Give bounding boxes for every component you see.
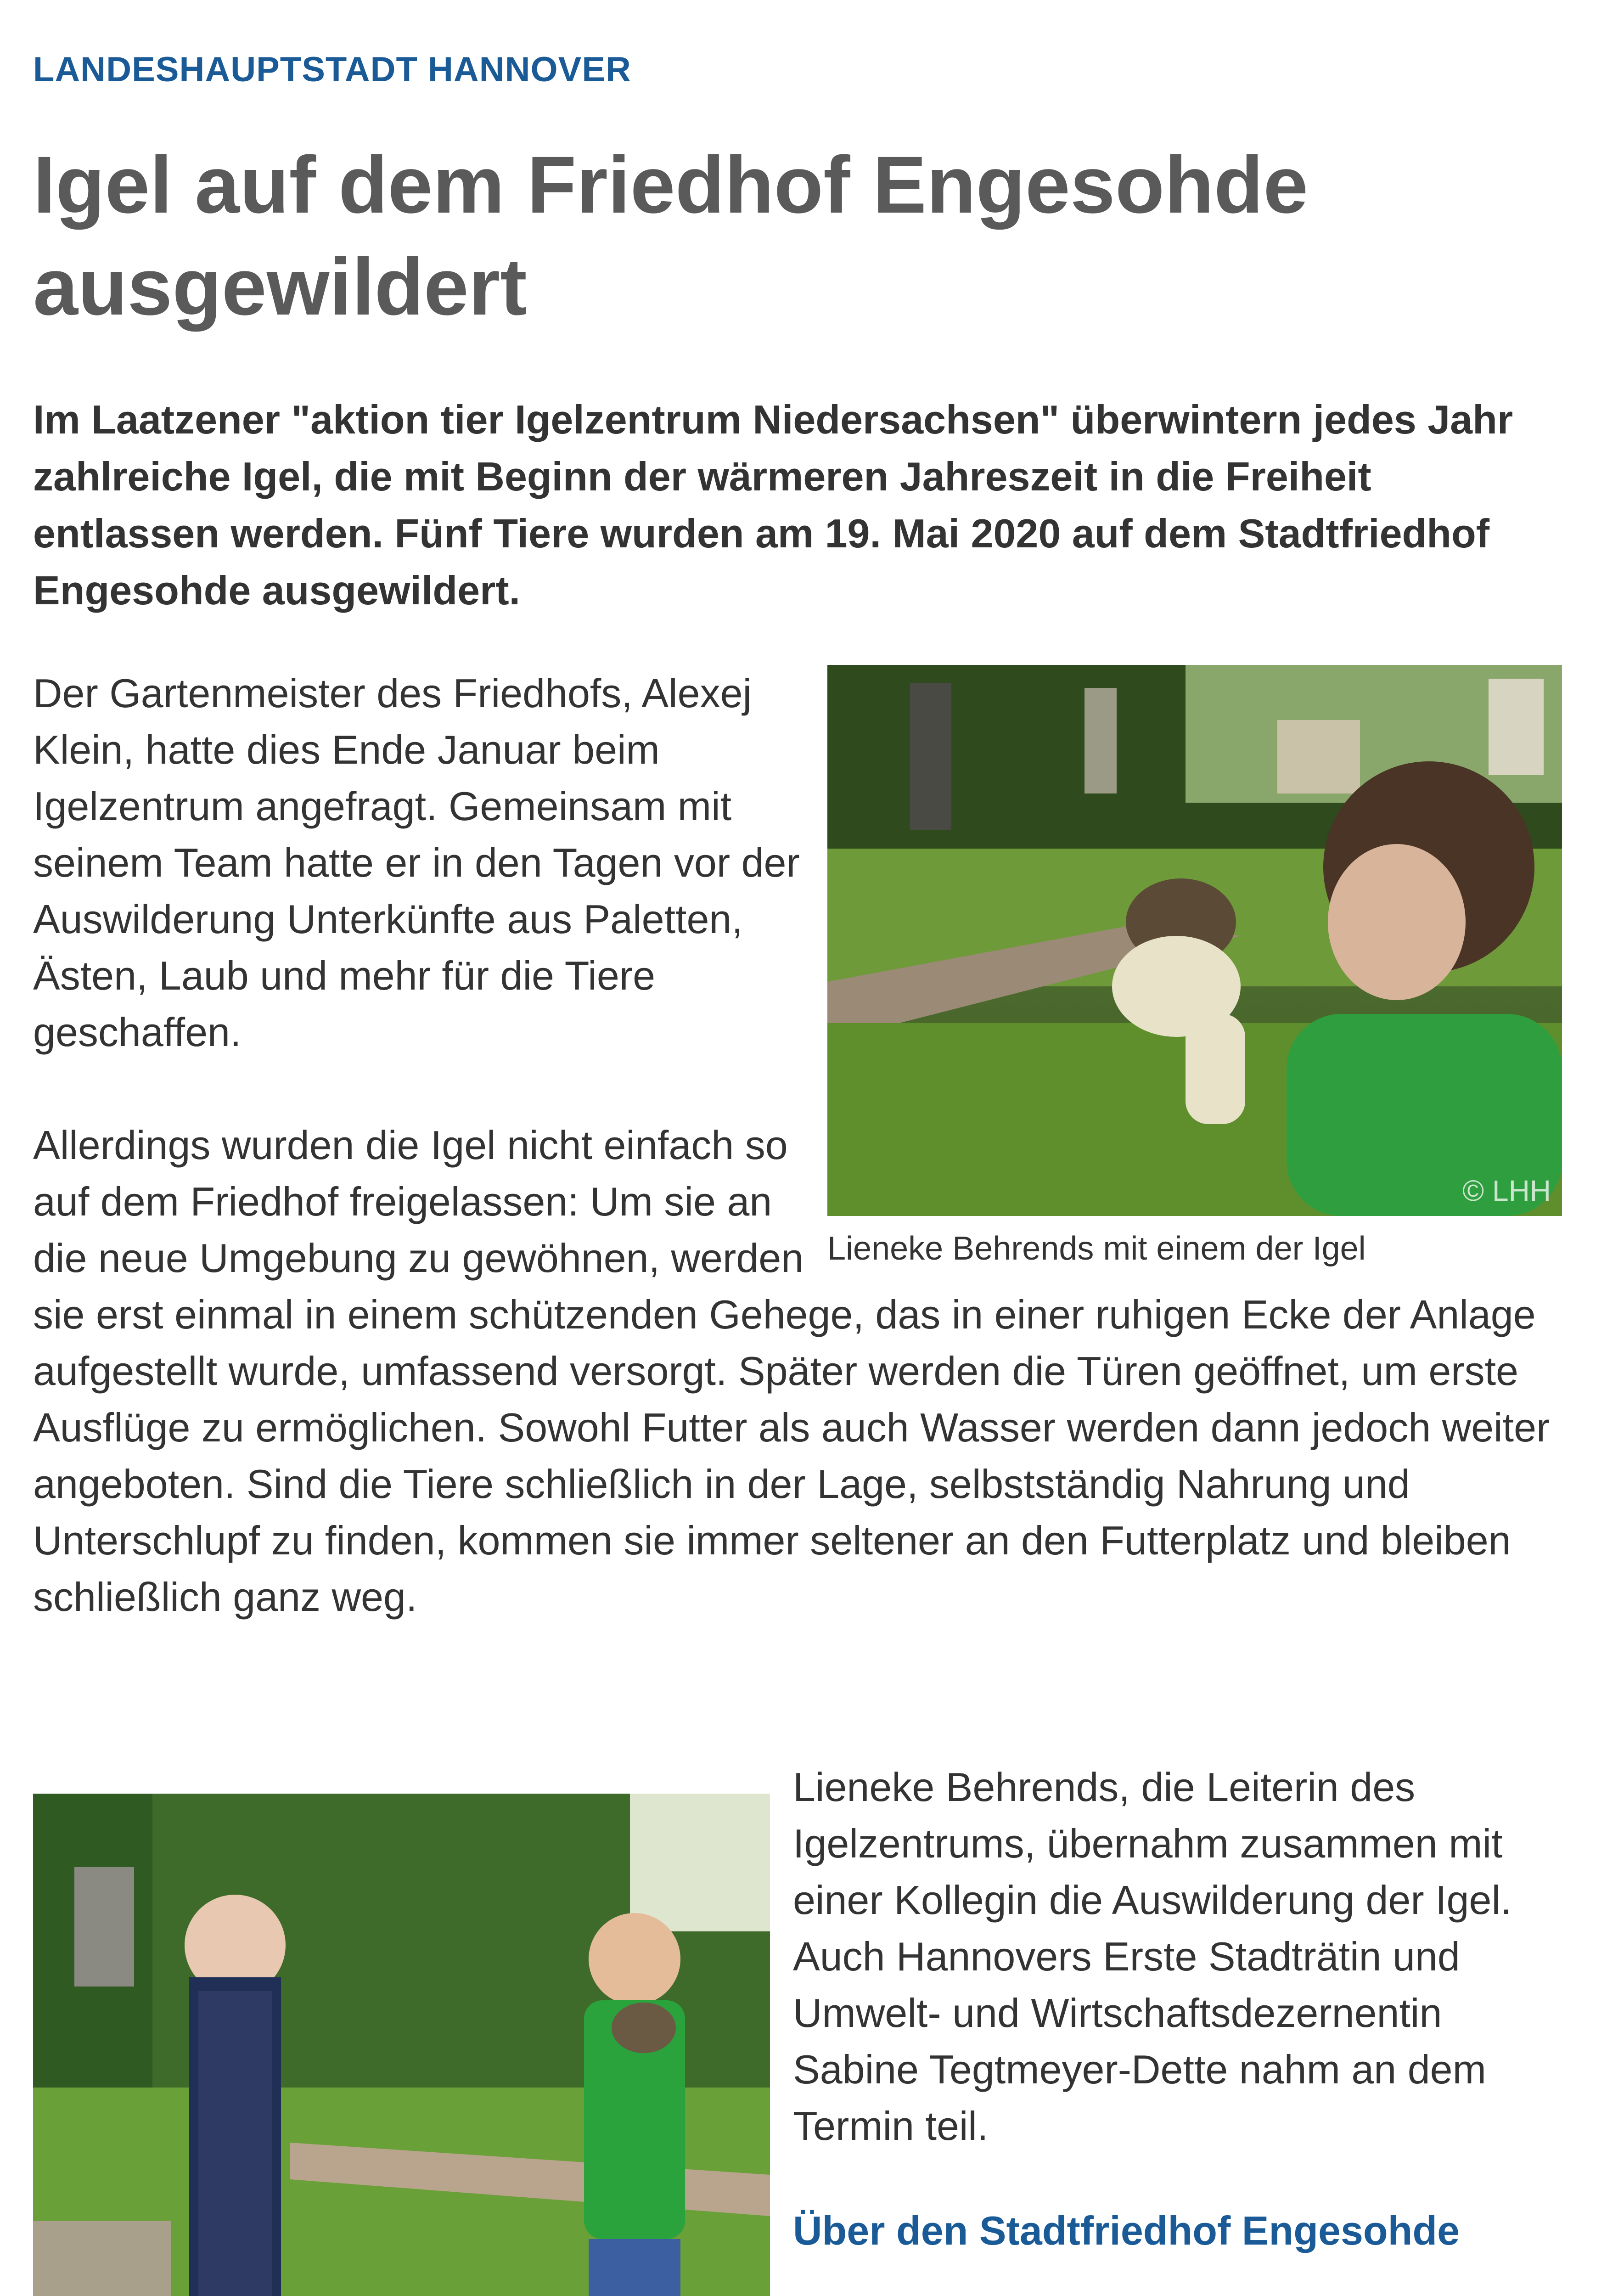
photo-people-image bbox=[33, 1794, 770, 2296]
article-section-2 bbox=[33, 1759, 1562, 2296]
kicker-label[interactable]: LANDESHAUPTSTADT HANNOVER bbox=[33, 50, 631, 89]
paragraph-3: Lieneke Behrends, die Leiterin des Igelzentrums, übernahm zusammen mit einer Kollegin die Auswilderung der Igel. Auch Hannovers Erste Stadträtin und Umwelt- und Wirtschaftsdezernentin Sabine Tegtmeyer-Dette nahm an dem Termin teil. bbox=[793, 1764, 1512, 2149]
photo-people[interactable] bbox=[33, 1794, 770, 2296]
paragraph-1: Der Gartenmeister des Friedhofs, Alexej Klein, hatte dies Ende Januar beim Igelzentrum angefragt. Gemeinsam mit seinem Team hatte er in den Tagen vor der Auswilderung Unterkünfte aus Paletten, Ästen, Laub und mehr für die Tiere geschaffen. bbox=[33, 670, 800, 1055]
photo-copyright: © LHH bbox=[1462, 1174, 1551, 1207]
figure-people bbox=[33, 1794, 770, 2296]
figure-caption: Lieneke Behrends mit einem der Igel bbox=[827, 1230, 1366, 1267]
photo-hedgehog[interactable] bbox=[827, 665, 1562, 1216]
page-title: Igel auf dem Friedhof Engesohde ausgewildert bbox=[33, 140, 1309, 332]
figure-hedgehog bbox=[827, 665, 1562, 1272]
lead-paragraph: Im Laatzener "aktion tier Igelzentrum Niedersachsen" überwintern jedes Jahr zahlreiche Igel, die mit Beginn der wärmeren Jahreszeit in die Freiheit entlassen werden. Fünf Tiere wurden am 19. Mai 2020 auf dem Stadtfriedhof Engesohde ausgewildert. bbox=[33, 397, 1513, 613]
section-heading: Über den Stadtfriedhof Engesohde bbox=[793, 2208, 1460, 2253]
paragraph-2: Allerdings wurden die Igel nicht einfach so auf dem Friedhof freigelassen: Um sie an die neue Umgebung zu gewöhnen, werden sie erst einmal in einem schützenden Gehege, das in einer ruhigen Ecke der Anlage aufgestellt wurde, umfassend versorgt. Später werden die Türen geöffnet, um erste Ausflüge zu ermöglichen. Sowohl Futter als auch Wasser werden dann jedoch weiter angeboten. Sind die Tiere schließlich in der Lage, selbstständig Nahrung und Unterschlupf zu finden, kommen sie immer seltener an den Futterplatz und bleiben schließlich ganz weg. bbox=[33, 1122, 1550, 1620]
photo-hedgehog-image bbox=[827, 665, 1562, 1216]
article-section-1 bbox=[33, 665, 1562, 1625]
